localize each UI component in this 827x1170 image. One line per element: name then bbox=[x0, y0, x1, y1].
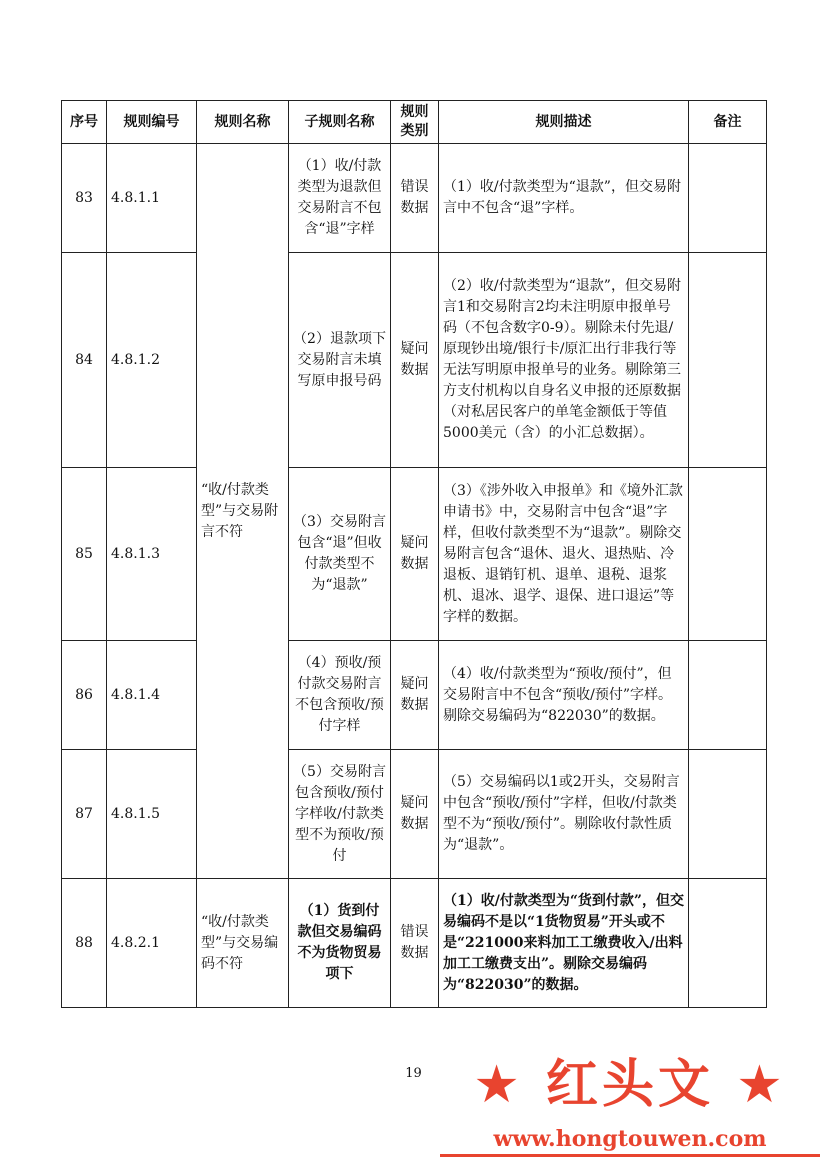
watermark-logo bbox=[440, 1050, 820, 1165]
row-seq: 84 bbox=[62, 253, 107, 468]
row-code: 4.8.1.2 bbox=[107, 253, 197, 468]
table-row bbox=[62, 641, 767, 750]
watermark-title: ★ 红头文 ★ bbox=[473, 1055, 787, 1115]
row-note bbox=[689, 750, 767, 879]
header-description: 规则描述 bbox=[439, 101, 689, 144]
table-row bbox=[62, 144, 767, 253]
row-seq: 88 bbox=[62, 879, 107, 1008]
table-row bbox=[62, 879, 767, 1008]
row-description: （2）收/付款类型为“退款”，但交易附言1和交易附言2均未注明原申报单号码（不包含数字0-9）。剔除未付先退/原现钞出境/银行卡/原汇出行非我行等无法写明原申报单号的业务。剔除第三方支付机构以自身名义申报的还原数据（对私居民客户的单笔金额低于等值5000美元（含）的小汇总数据）。 bbox=[439, 253, 689, 468]
row-seq: 87 bbox=[62, 750, 107, 879]
header-category: 规则类别 bbox=[391, 101, 439, 144]
header-sub: 子规则名称 bbox=[289, 101, 391, 144]
row-category: 疑问数据 bbox=[391, 468, 439, 641]
row-seq: 86 bbox=[62, 641, 107, 750]
row-sub: （5）交易附言包含预收/预付字样收/付款类型不为预收/预付 bbox=[289, 750, 391, 879]
table-row bbox=[62, 750, 767, 879]
row-description: （4）收/付款类型为“预收/预付”，但交易附言中不包含“预收/预付”字样。剔除交易编码为“822030”的数据。 bbox=[439, 641, 689, 750]
row-sub: （1）收/付款类型为退款但交易附言不包含“退”字样 bbox=[289, 144, 391, 253]
row-sub: （2）退款项下交易附言未填写原申报号码 bbox=[289, 253, 391, 468]
row-code: 4.8.1.1 bbox=[107, 144, 197, 253]
group-name: “收/付款类型”与交易编码不符 bbox=[197, 879, 289, 1008]
row-sub: （1）货到付款但交易编码不为货物贸易项下 bbox=[289, 879, 391, 1008]
row-category: 疑问数据 bbox=[391, 641, 439, 750]
table-row bbox=[62, 468, 767, 641]
watermark-url: www.hongtouwen.com bbox=[493, 1126, 767, 1152]
row-note bbox=[689, 144, 767, 253]
page-number: 19 bbox=[405, 1066, 422, 1081]
row-code: 4.8.2.1 bbox=[107, 879, 197, 1008]
row-code: 4.8.1.4 bbox=[107, 641, 197, 750]
header-seq: 序号 bbox=[62, 101, 107, 144]
table-header-row bbox=[62, 101, 767, 144]
group-name: “收/付款类型”与交易附言不符 bbox=[197, 144, 289, 879]
row-description: （1）收/付款类型为“货到付款”，但交易编码不是以“1货物贸易”开头或不是“221000来料加工工缴费收入/出料加工工缴费支出”。剔除交易编码为“822030”的数据。 bbox=[439, 879, 689, 1008]
rules-table bbox=[61, 100, 767, 1008]
row-description: （1）收/付款类型为“退款”，但交易附言中不包含“退”字样。 bbox=[439, 144, 689, 253]
header-note: 备注 bbox=[689, 101, 767, 144]
row-category: 疑问数据 bbox=[391, 253, 439, 468]
row-note bbox=[689, 641, 767, 750]
row-category: 错误数据 bbox=[391, 144, 439, 253]
row-description: （5）交易编码以1或2开头，交易附言中包含“预收/预付”字样，但收/付款类型不为“预收/预付”。剔除收付款性质为“退款”。 bbox=[439, 750, 689, 879]
row-sub: （4）预收/预付款交易附言不包含预收/预付字样 bbox=[289, 641, 391, 750]
header-name: 规则名称 bbox=[197, 101, 289, 144]
row-code: 4.8.1.5 bbox=[107, 750, 197, 879]
row-note bbox=[689, 468, 767, 641]
table-row bbox=[62, 253, 767, 468]
row-seq: 85 bbox=[62, 468, 107, 641]
row-sub: （3）交易附言包含“退”但收付款类型不为“退款” bbox=[289, 468, 391, 641]
row-note bbox=[689, 879, 767, 1008]
row-seq: 83 bbox=[62, 144, 107, 253]
row-description: （3）《涉外收入申报单》和《境外汇款申请书》中，交易附言中包含“退”字样，但收付款类型不为“退款”。剔除交易附言包含“退休、退火、退热贴、冷退板、退销钉机、退单、退税、退浆机、退冰、退学、退保、进口退运”等字样的数据。 bbox=[439, 468, 689, 641]
row-category: 错误数据 bbox=[391, 879, 439, 1008]
row-category: 疑问数据 bbox=[391, 750, 439, 879]
watermark-underline bbox=[440, 1154, 820, 1157]
header-code: 规则编号 bbox=[107, 101, 197, 144]
row-code: 4.8.1.3 bbox=[107, 468, 197, 641]
row-note bbox=[689, 253, 767, 468]
